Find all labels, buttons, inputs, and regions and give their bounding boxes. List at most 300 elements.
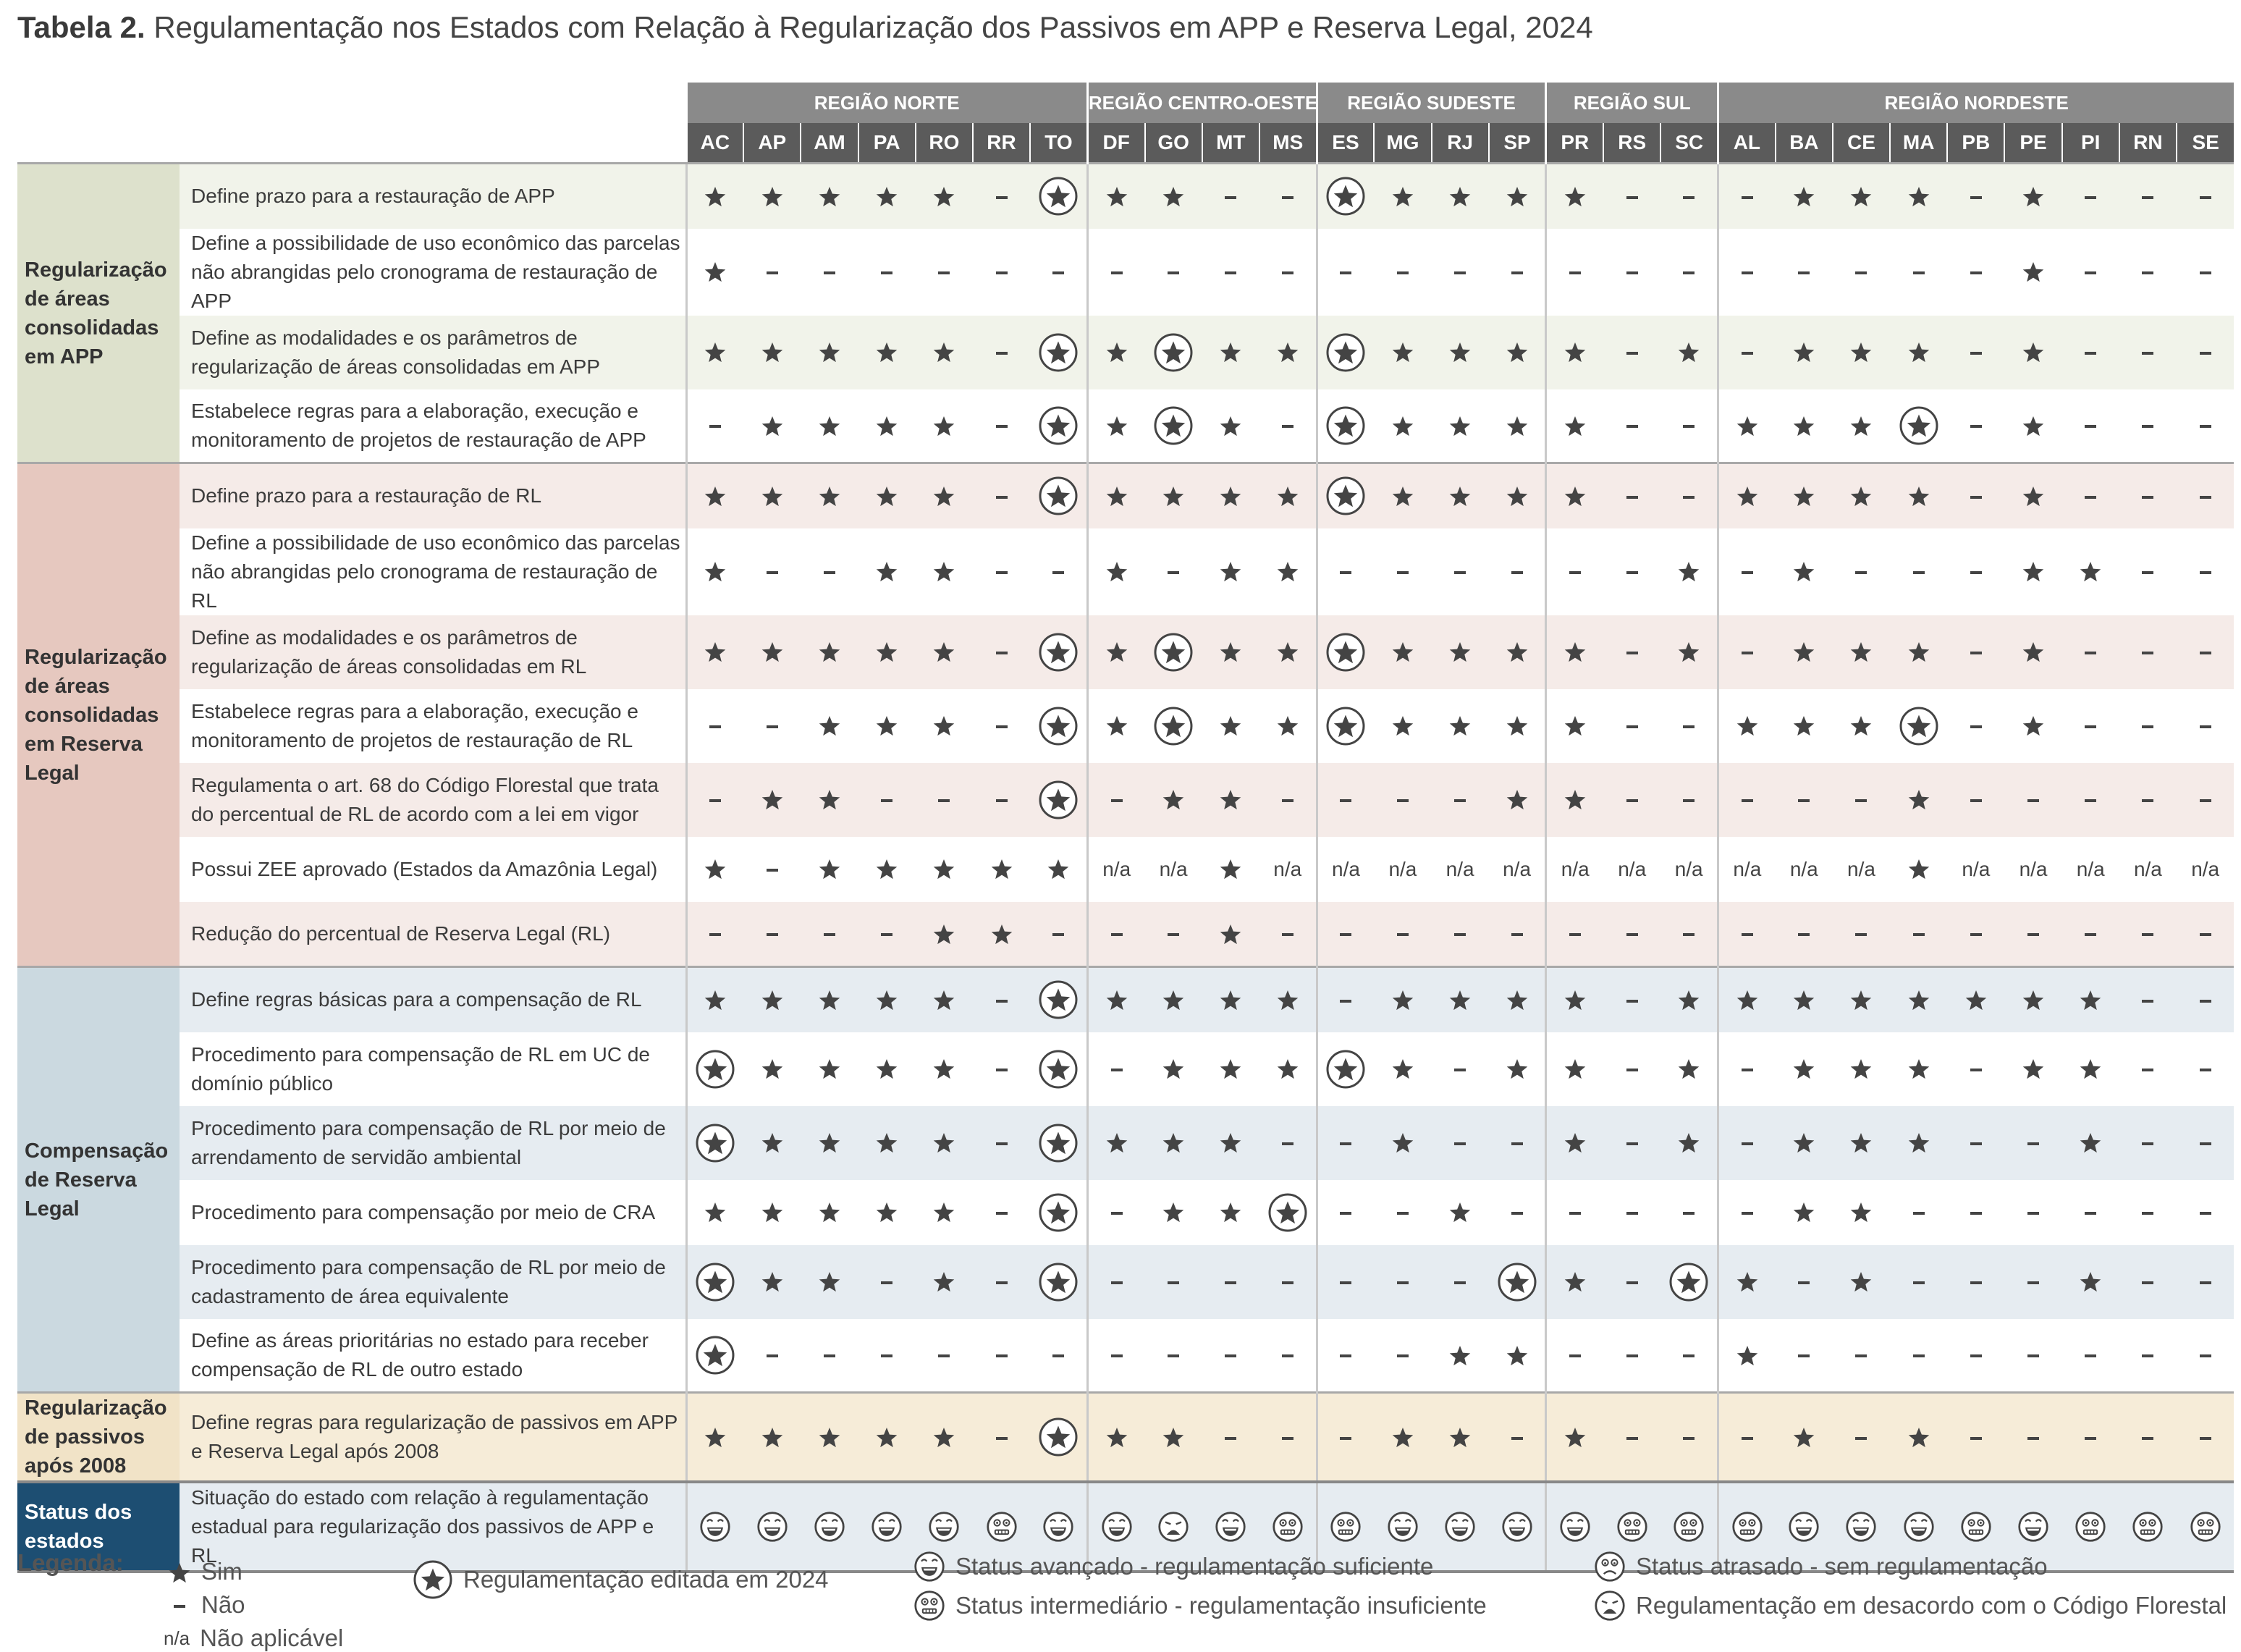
cell-se [2177, 763, 2234, 837]
cell-pe [2004, 689, 2061, 763]
state-header-df: DF [1087, 123, 1144, 164]
dash-icon [1340, 1281, 1351, 1284]
cell-go [1145, 1245, 1202, 1319]
cell-pr [1546, 689, 1603, 763]
row-label: Define regras para regularização de passivos em APP e Reserva Legal após 2008 [180, 1393, 686, 1483]
cell-rn [2119, 1180, 2177, 1245]
cell-pe [2004, 316, 2061, 389]
dash-icon [1340, 799, 1351, 802]
cell-rr [973, 1245, 1030, 1319]
star-icon [818, 1270, 841, 1292]
cell-mg [1374, 389, 1431, 463]
dash-icon [1970, 799, 1982, 802]
star-icon [932, 484, 955, 506]
star-icon [1506, 987, 1529, 1010]
cell-ms [1259, 1106, 1317, 1180]
cell-ms [1259, 902, 1317, 967]
dash-icon [1970, 1281, 1982, 1284]
cell-to [1030, 902, 1087, 967]
cell-ap [743, 1245, 801, 1319]
star-icon [818, 484, 841, 506]
star-icon [932, 1270, 955, 1292]
star-icon [932, 1200, 955, 1223]
cell-ce [1833, 1032, 1890, 1106]
star-icon [818, 1200, 841, 1223]
cell-mg [1374, 1180, 1431, 1245]
dash-icon [1052, 271, 1064, 274]
dash-icon [1683, 799, 1695, 802]
cell-rr [973, 1319, 1030, 1393]
cell-rs [1603, 837, 1660, 902]
cell-ap [743, 1106, 801, 1180]
status-se [2177, 1482, 2234, 1572]
star-icon [1792, 1425, 1815, 1447]
star-icon [990, 922, 1013, 944]
dash-icon [1798, 271, 1810, 274]
cell-rj [1432, 316, 1489, 389]
cell-ro [916, 837, 973, 902]
cell-pi [2062, 316, 2119, 389]
cell-sp [1489, 389, 1546, 463]
star-icon [1219, 922, 1242, 944]
star-icon [2022, 260, 2045, 282]
cell-ac [686, 837, 743, 902]
dash-icon [2142, 1212, 2153, 1215]
dash-icon [1626, 352, 1638, 355]
state-header-ms: MS [1259, 123, 1317, 164]
dash-icon [1168, 1281, 1179, 1284]
na-value: n/a [1388, 857, 1417, 880]
cell-ap [743, 689, 801, 763]
region-header: REGIÃO SUL [1546, 83, 1718, 123]
row-label: Define prazo para a restauração de RL [180, 463, 686, 528]
cell-ma [1890, 316, 1947, 389]
cell-mt [1202, 1106, 1259, 1180]
cell-pe [2004, 164, 2061, 229]
cell-al [1718, 1106, 1776, 1180]
cell-pr [1546, 528, 1603, 615]
cell-rj [1432, 164, 1489, 229]
star-icon [1563, 413, 1587, 436]
cell-es [1317, 229, 1374, 316]
dash-icon [1511, 571, 1523, 574]
dash-icon [996, 352, 1008, 355]
cell-to [1030, 615, 1087, 689]
cell-ap [743, 164, 801, 229]
cell-am [801, 1106, 858, 1180]
star-icon [932, 184, 955, 206]
cell-ap [743, 389, 801, 463]
dash-icon [996, 1212, 1008, 1215]
cell-to [1030, 967, 1087, 1032]
cell-mg [1374, 463, 1431, 528]
circled-star-icon [1038, 787, 1079, 809]
status-row-label: Situação do estado com relação à regulamentação estadual para regularização dos passivos de APP e RL [180, 1482, 686, 1572]
cell-ms [1259, 1393, 1317, 1483]
dash-icon [1340, 1142, 1351, 1145]
cell-ba [1776, 1032, 1833, 1106]
cell-to [1030, 763, 1087, 837]
star-icon [2079, 560, 2102, 582]
star-icon [1448, 1425, 1472, 1447]
state-header-ap: AP [743, 123, 801, 164]
cell-pa [858, 902, 916, 967]
star-icon [932, 413, 955, 436]
state-header-ac: AC [686, 123, 743, 164]
star-icon [1391, 987, 1414, 1010]
star-icon [1907, 857, 1930, 880]
cell-ac [686, 528, 743, 615]
cell-ma [1890, 389, 1947, 463]
legend-title [17, 1549, 124, 1577]
dash-icon [1855, 1354, 1867, 1357]
star-icon [1849, 987, 1873, 1010]
cell-sp [1489, 763, 1546, 837]
dash-icon [1569, 1354, 1581, 1357]
state-header-ce: CE [1833, 123, 1890, 164]
dash-icon [1052, 571, 1064, 574]
star-icon [1907, 987, 1930, 1010]
dash-icon [767, 725, 778, 728]
cell-ac [686, 229, 743, 316]
cell-ba [1776, 389, 1833, 463]
cell-sc [1660, 229, 1718, 316]
status-pa [858, 1482, 916, 1572]
star-icon [1391, 484, 1414, 506]
star-icon [1792, 560, 1815, 582]
star-icon [1219, 560, 1242, 582]
na-value: n/a [1674, 857, 1703, 880]
cell-sc [1660, 316, 1718, 389]
cell-mg [1374, 316, 1431, 389]
cell-pb [1947, 229, 2004, 316]
star-icon [875, 484, 898, 506]
star-icon [1162, 987, 1185, 1010]
na-value: n/a [1446, 857, 1474, 880]
cell-pb [1947, 1180, 2004, 1245]
cell-pi [2062, 1245, 2119, 1319]
cell-es [1317, 837, 1374, 902]
dash-icon [1340, 1212, 1351, 1215]
cell-se [2177, 1106, 2234, 1180]
star-icon [2022, 413, 2045, 436]
cell-sc [1660, 837, 1718, 902]
dash-icon [2200, 1069, 2211, 1071]
cell-ma [1890, 1032, 1947, 1106]
dash-icon [1282, 799, 1293, 802]
circled-star-icon [1038, 1130, 1079, 1152]
dash-icon [1742, 1437, 1753, 1440]
state-header-rr: RR [973, 123, 1030, 164]
star-icon [2022, 184, 2045, 206]
cell-to [1030, 689, 1087, 763]
cell-al [1718, 463, 1776, 528]
dash-icon [1742, 1212, 1753, 1215]
dash-icon [1454, 1069, 1466, 1071]
cell-df [1087, 967, 1144, 1032]
smile-face-icon [1501, 1514, 1533, 1536]
cell-al [1718, 316, 1776, 389]
neutral-face-icon [1272, 1514, 1304, 1536]
star-icon [1736, 714, 1759, 736]
cell-ro [916, 1106, 973, 1180]
cell-ba [1776, 689, 1833, 763]
cell-al [1718, 615, 1776, 689]
cell-df [1087, 316, 1144, 389]
star-icon [2022, 714, 2045, 736]
cell-pi [2062, 1180, 2119, 1245]
dash-icon [1742, 652, 1753, 654]
cell-ap [743, 967, 801, 1032]
row-label: Define a possibilidade de uso econômico das parcelas não abrangidas pelo cronograma de restauração de RL [180, 528, 686, 615]
cell-pi [2062, 1319, 2119, 1393]
na-value: n/a [1159, 857, 1188, 880]
header-blank [17, 123, 686, 164]
dash-icon [2200, 1354, 2211, 1357]
smile-face-icon [1101, 1514, 1133, 1536]
row-label: Define as modalidades e os parâmetros de regularização de áreas consolidadas em APP [180, 316, 686, 389]
cell-ba [1776, 1393, 1833, 1483]
dash-icon [1340, 271, 1351, 274]
cell-rn [2119, 528, 2177, 615]
dash-icon [1683, 1212, 1695, 1215]
cell-ce [1833, 389, 1890, 463]
dash-icon [1970, 933, 1982, 936]
cell-df [1087, 528, 1144, 615]
smile-face-icon [1903, 1514, 1935, 1536]
cell-sp [1489, 1393, 1546, 1483]
star-icon [1907, 1425, 1930, 1447]
status-rj [1432, 1482, 1489, 1572]
cell-rr [973, 463, 1030, 528]
star-icon [1792, 413, 1815, 436]
table-row [17, 463, 2234, 528]
star-icon [1563, 714, 1587, 736]
cell-pr [1546, 763, 1603, 837]
dash-icon [1282, 271, 1293, 274]
cell-ma [1890, 763, 1947, 837]
cell-mt [1202, 837, 1259, 902]
cell-sp [1489, 1319, 1546, 1393]
na-value: n/a [1503, 857, 1532, 880]
dash-icon [1970, 271, 1982, 274]
dash-icon [881, 1281, 892, 1284]
dash-icon [1626, 271, 1638, 274]
cell-go [1145, 1032, 1202, 1106]
cell-pa [858, 1393, 916, 1483]
cell-am [801, 164, 858, 229]
star-icon [875, 560, 898, 582]
star-icon [1563, 1057, 1587, 1079]
star-icon [1849, 714, 1873, 736]
dash-icon [2142, 1000, 2153, 1003]
cell-ma [1890, 229, 1947, 316]
dash-icon [1970, 425, 1982, 428]
neutral-face-icon [986, 1514, 1018, 1536]
circled-star-icon [695, 1342, 735, 1365]
cell-to [1030, 1180, 1087, 1245]
star-icon [761, 1200, 784, 1223]
dash-icon [1052, 1354, 1064, 1357]
cell-mg [1374, 1393, 1431, 1483]
neutral-face-icon [913, 1590, 945, 1622]
cell-al [1718, 1319, 1776, 1393]
cell-rn [2119, 689, 2177, 763]
dash-icon [2142, 933, 2153, 936]
dash-icon [996, 425, 1008, 428]
row-label: Regulamenta o art. 68 do Código Florestal que trata do percentual de RL de acordo com a lei em vigor [180, 763, 686, 837]
star-icon [875, 857, 898, 880]
dash-icon [881, 933, 892, 936]
dash-icon [2200, 196, 2211, 199]
regulation-table [17, 83, 2234, 1573]
dash-icon [1683, 496, 1695, 499]
dash-icon [1970, 196, 1982, 199]
cell-go [1145, 689, 1202, 763]
dash-icon [1111, 933, 1123, 936]
cell-pi [2062, 967, 2119, 1032]
cell-rj [1432, 689, 1489, 763]
cell-sp [1489, 902, 1546, 967]
state-header-mg: MG [1374, 123, 1431, 164]
table-row [17, 1393, 2234, 1483]
state-header-rn: RN [2119, 123, 2177, 164]
dash-icon [709, 933, 721, 936]
cell-rj [1432, 229, 1489, 316]
table-row [17, 902, 2234, 967]
cell-ce [1833, 615, 1890, 689]
dash-icon [1683, 725, 1695, 728]
star-icon [818, 640, 841, 662]
dash-icon [881, 271, 892, 274]
dash-icon [1111, 799, 1123, 802]
cell-pe [2004, 463, 2061, 528]
cell-ac [686, 316, 743, 389]
table-row [17, 615, 2234, 689]
table-row [17, 528, 2234, 615]
star-icon [818, 857, 841, 880]
dash-icon [1855, 571, 1867, 574]
state-header-to: TO [1030, 123, 1087, 164]
cell-rs [1603, 902, 1660, 967]
dash-icon [1970, 1212, 1982, 1215]
cell-ac [686, 1245, 743, 1319]
legend-late-label: Status atrasado - sem regulamentação [1636, 1553, 2048, 1580]
cell-mg [1374, 1032, 1431, 1106]
star-icon [1047, 857, 1070, 880]
cell-rn [2119, 615, 2177, 689]
dash-icon [2142, 1069, 2153, 1071]
cell-rs [1603, 1319, 1660, 1393]
dash-icon [1970, 571, 1982, 574]
smile-face-icon [913, 1551, 945, 1583]
cell-al [1718, 763, 1776, 837]
cell-pi [2062, 689, 2119, 763]
cell-pr [1546, 615, 1603, 689]
cell-rj [1432, 1393, 1489, 1483]
cell-es [1317, 164, 1374, 229]
cell-se [2177, 164, 2234, 229]
cell-ms [1259, 615, 1317, 689]
dash-icon [1397, 933, 1409, 936]
star-icon [1792, 484, 1815, 506]
dash-icon [1569, 271, 1581, 274]
dash-icon [1511, 1142, 1523, 1145]
star-icon [932, 857, 955, 880]
dash-icon [1798, 1281, 1810, 1284]
star-icon [1391, 1057, 1414, 1079]
dash-icon [2200, 799, 2211, 802]
cell-ma [1890, 1106, 1947, 1180]
cell-sp [1489, 1245, 1546, 1319]
circled-star-icon [1668, 1269, 1709, 1291]
row-label: Estabelece regras para a elaboração, execução e monitoramento de projetos de restauração de RL [180, 689, 686, 763]
star-icon [1162, 184, 1185, 206]
table-row [17, 1180, 2234, 1245]
star-icon [1849, 413, 1873, 436]
star-icon [1105, 340, 1128, 363]
dash-icon [1626, 933, 1638, 936]
dash-icon [2142, 725, 2153, 728]
cell-ms [1259, 1319, 1317, 1393]
star-icon [2022, 1057, 2045, 1079]
dash-icon [2142, 271, 2153, 274]
smile-face-icon [699, 1514, 731, 1536]
star-icon [875, 1131, 898, 1153]
dash-icon [1626, 1437, 1638, 1440]
cell-ro [916, 528, 973, 615]
cell-rs [1603, 164, 1660, 229]
group-label: Compensação de Reserva Legal [17, 967, 180, 1393]
cell-sc [1660, 902, 1718, 967]
cell-go [1145, 763, 1202, 837]
cell-rr [973, 763, 1030, 837]
dash-icon [1569, 933, 1581, 936]
star-icon [1849, 484, 1873, 506]
star-icon [1448, 640, 1472, 662]
dash-icon [2142, 196, 2153, 199]
cell-sc [1660, 1393, 1718, 1483]
cell-ms [1259, 837, 1317, 902]
cell-sp [1489, 967, 1546, 1032]
cell-ro [916, 1245, 973, 1319]
dash-icon [996, 271, 1008, 274]
circled-star-icon [1038, 987, 1079, 1010]
cell-ba [1776, 528, 1833, 615]
star-icon [1792, 714, 1815, 736]
row-label: Procedimento para compensação de RL por meio de arrendamento de servidão ambiental [180, 1106, 686, 1180]
cell-am [801, 1393, 858, 1483]
cell-ce [1833, 463, 1890, 528]
neutral-face-icon [1673, 1514, 1705, 1536]
legend-advanced [913, 1551, 1433, 1583]
legend-intermediate [913, 1590, 1487, 1622]
dash-icon [1742, 571, 1753, 574]
table-row [17, 837, 2234, 902]
dash-icon [1511, 933, 1523, 936]
cell-pa [858, 1106, 916, 1180]
star-icon [2079, 1057, 2102, 1079]
legend-disagree-label: Regulamentação em desacordo com o Código Florestal [1636, 1592, 2227, 1619]
dash-icon [2200, 425, 2211, 428]
cell-df [1087, 1180, 1144, 1245]
cell-mt [1202, 1032, 1259, 1106]
cell-pb [1947, 902, 2004, 967]
cell-rj [1432, 615, 1489, 689]
cell-pb [1947, 1106, 2004, 1180]
cell-se [2177, 316, 2234, 389]
cell-pi [2062, 837, 2119, 902]
